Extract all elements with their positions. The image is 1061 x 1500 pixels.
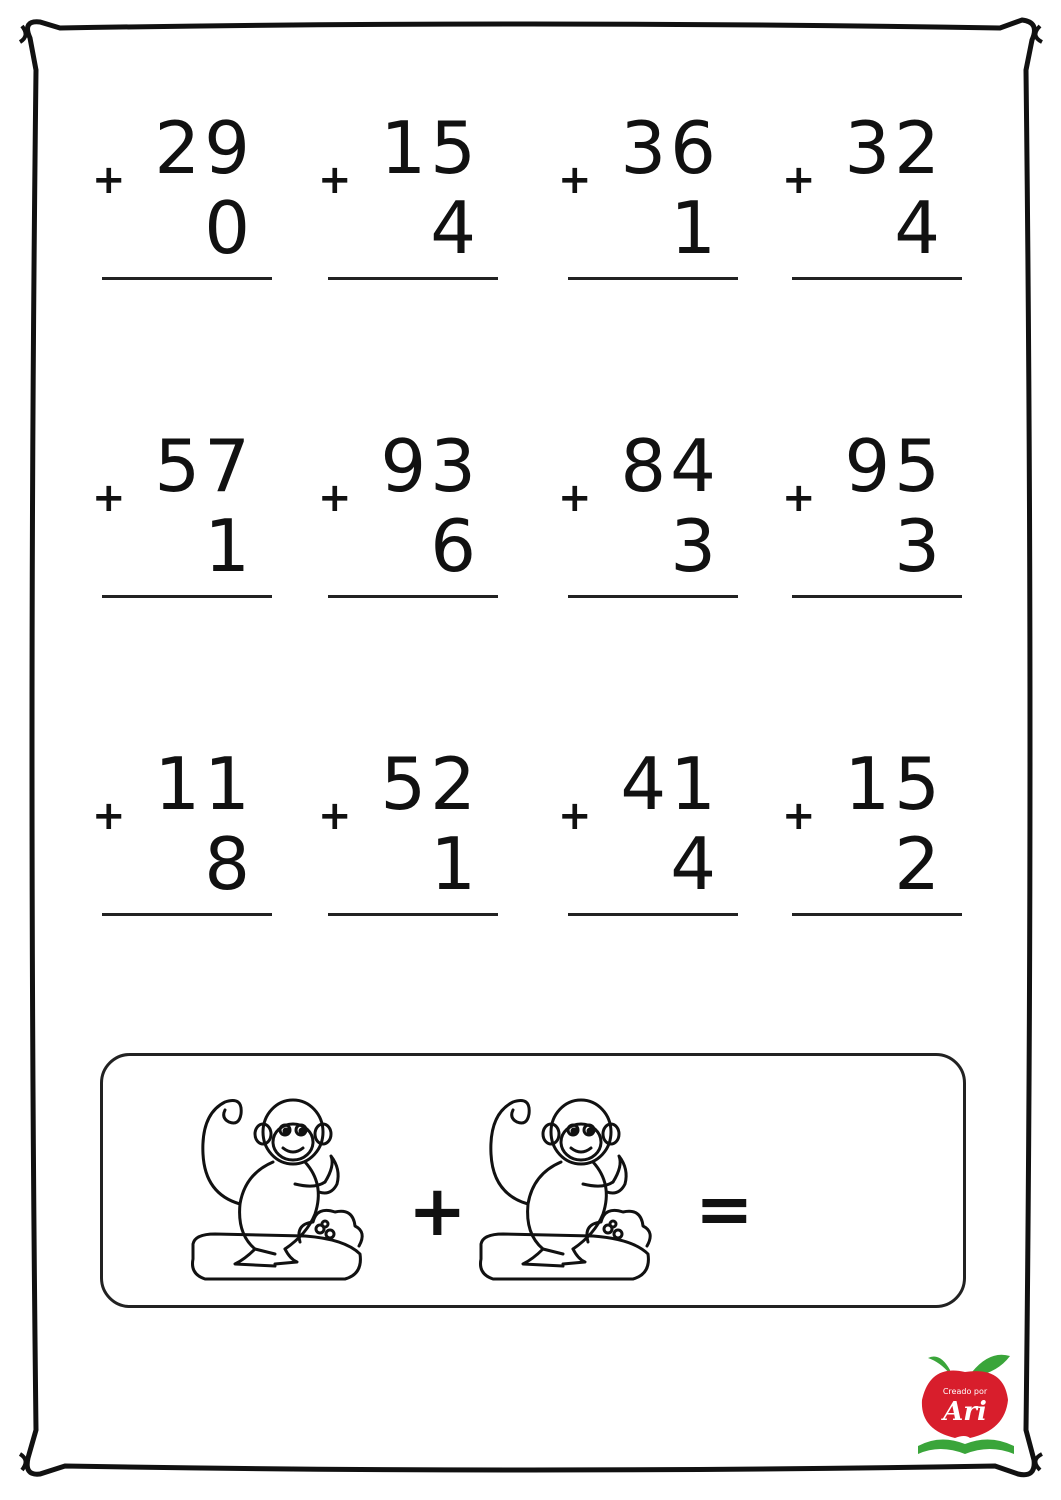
answer-line [568,277,738,280]
plus-sign: + [558,475,592,521]
plus-sign: + [558,793,592,839]
answer-line [568,595,738,598]
top-number: 84 [620,424,720,508]
problem-8 [782,424,962,600]
problem-6 [318,424,498,600]
problem-11 [558,742,738,918]
top-number: 36 [620,106,720,190]
answer-line [102,277,272,280]
bottom-number: 1 [204,504,254,588]
picture-sum-box [100,1053,966,1308]
problem-2 [318,106,498,282]
plus-sign: + [92,157,126,203]
bottom-number: 6 [430,504,480,588]
problem-12 [782,742,962,918]
top-number: 32 [844,106,944,190]
bottom-number: 2 [894,822,944,906]
plus-sign: + [782,157,816,203]
answer-line [568,913,738,916]
problem-5 [92,424,272,600]
top-number: 93 [380,424,480,508]
equals-operator: = [695,1168,754,1250]
logo-text: Ari [943,1397,987,1427]
answer-line [328,595,498,598]
logo-small-text: Creado por [942,1387,988,1396]
top-number: 52 [380,742,480,826]
answer-line [102,913,272,916]
monkey-icon [473,1074,653,1294]
top-number: 29 [154,106,254,190]
answer-line [792,277,962,280]
bottom-number: 3 [670,504,720,588]
problem-3 [558,106,738,282]
bottom-number: 8 [204,822,254,906]
problem-10 [318,742,498,918]
plus-sign: + [92,475,126,521]
bottom-number: 4 [894,186,944,270]
bottom-number: 3 [894,504,944,588]
plus-sign: + [92,793,126,839]
plus-sign: + [318,157,352,203]
bottom-number: 1 [430,822,480,906]
problem-4 [782,106,962,282]
problem-7 [558,424,738,600]
top-number: 15 [844,742,944,826]
answer-line [328,277,498,280]
plus-sign: + [782,475,816,521]
top-number: 11 [154,742,254,826]
top-number: 95 [844,424,944,508]
answer-line [102,595,272,598]
answer-line [792,913,962,916]
problem-1 [92,106,272,282]
plus-sign: + [318,793,352,839]
problem-9 [92,742,272,918]
plus-sign: + [782,793,816,839]
plus-operator: + [408,1170,467,1252]
bottom-number: 4 [670,822,720,906]
plus-sign: + [318,475,352,521]
answer-line [792,595,962,598]
monkey-icon [185,1074,365,1294]
answer-line [328,913,498,916]
plus-sign: + [558,157,592,203]
apple-logo-icon [910,1350,1020,1460]
top-number: 41 [620,742,720,826]
top-number: 15 [380,106,480,190]
bottom-number: 0 [204,186,254,270]
bottom-number: 4 [430,186,480,270]
bottom-number: 1 [670,186,720,270]
top-number: 57 [154,424,254,508]
